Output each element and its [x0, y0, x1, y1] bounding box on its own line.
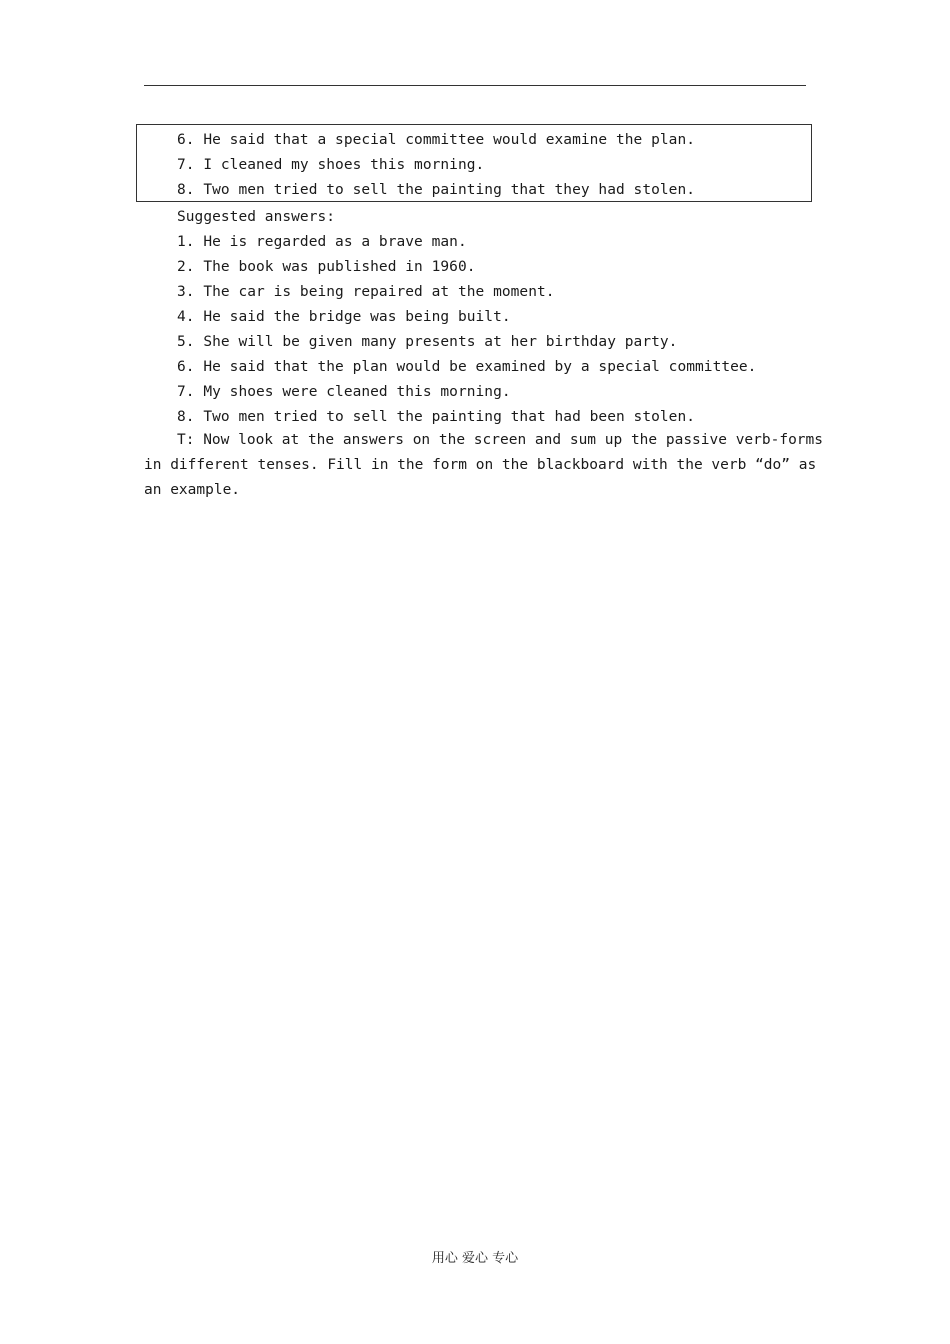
teacher-line-1	[144, 428, 824, 453]
answer-2: 2. The book was published in 1960.	[177, 259, 476, 275]
teacher-line-3-text: an example.	[144, 482, 241, 498]
box-line-7: 7. I cleaned my shoes this morning.	[177, 157, 485, 173]
teacher-paragraph	[144, 428, 824, 503]
answer-7: 7. My shoes were cleaned this morning.	[177, 384, 511, 400]
answer-1: 1. He is regarded as a brave man.	[177, 234, 467, 250]
teacher-line-2-text: in different tenses. Fill in the form on the blackboard with the verb “do” as	[144, 457, 817, 473]
answer-6: 6. He said that the plan would be examined by a special committee.	[177, 359, 757, 375]
box-line-6: 6. He said that a special committee would examine the plan.	[177, 132, 696, 148]
page-footer: 用心 爱心 专心	[431, 1251, 519, 1266]
answer-4: 4. He said the bridge was being built.	[177, 309, 511, 325]
suggested-answers-heading: Suggested answers:	[177, 209, 336, 225]
teacher-line-3	[144, 478, 806, 503]
answer-5: 5. She will be given many presents at her birthday party.	[177, 334, 678, 350]
answer-8: 8. Two men tried to sell the painting that had been stolen.	[177, 409, 696, 425]
answer-3: 3. The car is being repaired at the moment.	[177, 284, 555, 300]
box-line-8: 8. Two men tried to sell the painting that they had stolen.	[177, 182, 696, 198]
teacher-line-1-text: T: Now look at the answers on the screen and sum up the passive verb-forms	[177, 432, 824, 448]
teacher-line-2	[144, 453, 817, 478]
header-rule	[144, 85, 806, 86]
